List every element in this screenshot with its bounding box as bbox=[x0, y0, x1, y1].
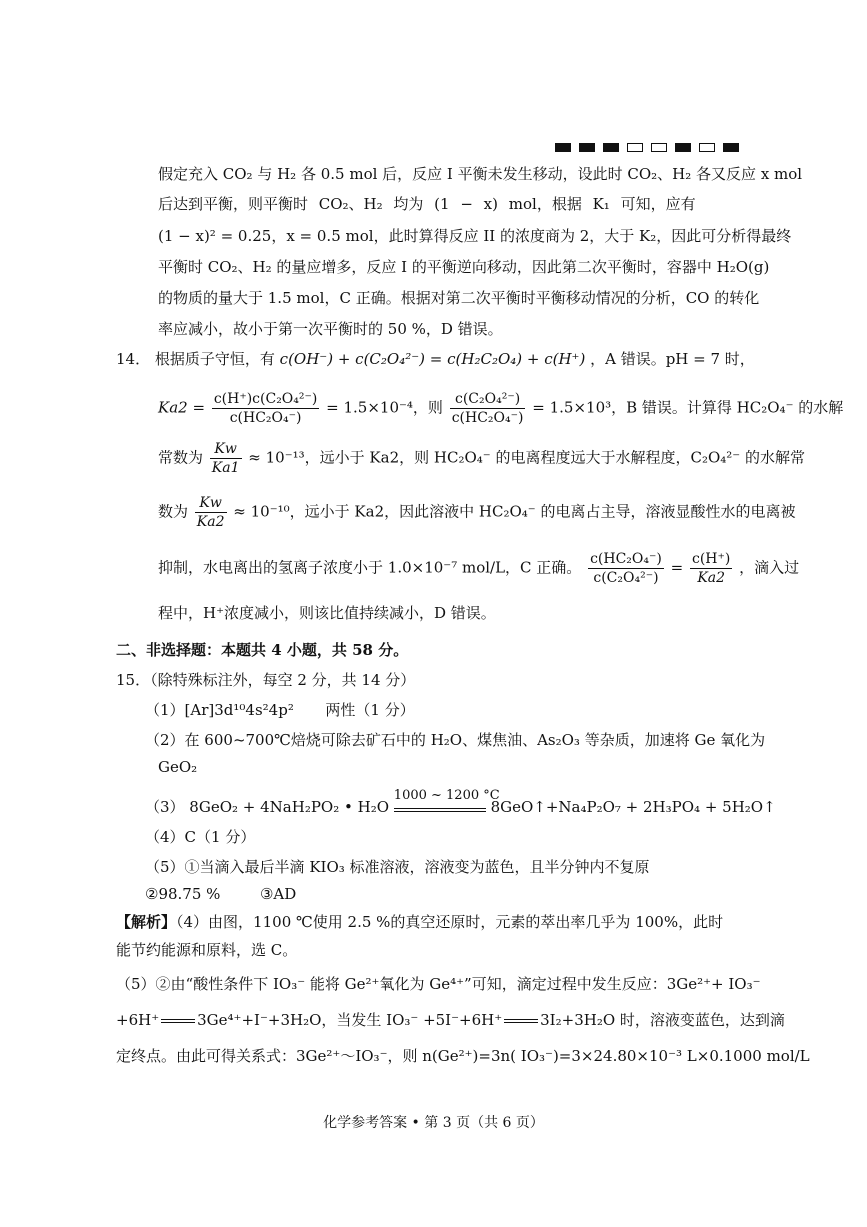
fraction bbox=[210, 440, 242, 477]
q14-text: ，滴入过 bbox=[739, 558, 800, 577]
header-mark bbox=[555, 143, 571, 152]
numerator: c(H⁺)c(C₂O₄²⁻) bbox=[213, 391, 318, 407]
q15-answer-4: （4）C（1 分） bbox=[145, 828, 256, 846]
reaction-condition-sign bbox=[393, 788, 500, 812]
header-mark bbox=[675, 143, 691, 152]
q15-answer-5b bbox=[145, 884, 296, 904]
section-heading: 二、非选择题：本题共 4 小题，共 58 分。 bbox=[116, 641, 409, 659]
numerator: c(C₂O₄²⁻) bbox=[450, 390, 526, 409]
q14-text: 常数为 bbox=[158, 448, 204, 467]
q15-heading: 15．（除特殊标注外，每空 2 分，共 14 分） bbox=[116, 671, 416, 689]
q13-line-1: 假定充入 CO₂ 与 H₂ 各 0.5 mol 后，反应 I 平衡未发生移动，设此时 CO₂、H₂ 各又反应 x mol bbox=[158, 165, 803, 183]
reaction-condition: 1000 ~ 1200 °C bbox=[393, 788, 500, 803]
header-mark bbox=[603, 143, 619, 152]
q15-answer-2-line-2: GeO₂ bbox=[158, 758, 198, 776]
q14-line-3 bbox=[158, 440, 805, 477]
q14-equation: c(OH⁻) + c(C₂O₄²⁻) = c(H₂C₂O₄) + c(H⁺) bbox=[279, 350, 586, 368]
answer-text: 两性（1 分） bbox=[325, 701, 415, 719]
denominator: Ka2 bbox=[196, 514, 225, 530]
answer-text: ②98.75 % bbox=[145, 885, 221, 903]
q13-line-3: (1 − x)² = 0.25，x = 0.5 mol，此时算得反应 II 的浓度商为 2，大于 K₂，因此可分析得最终 bbox=[158, 227, 792, 245]
q14-text: = 1.5×10⁻⁴，则 bbox=[326, 398, 443, 417]
header-mark bbox=[627, 143, 643, 152]
analysis-line-5: 定终点。由此可得关系式：3Ge²⁺～IO₃⁻，则 n(Ge²⁺)=3n( IO₃⁻)=3×24.80×10⁻³ L×0.1000 mol/L bbox=[116, 1047, 810, 1065]
header-marks bbox=[555, 143, 739, 152]
q15-answer-2-line-1: （2）在 600~700℃焙烧可除去矿石中的 H₂O、煤焦油、As₂O₃ 等杂质，加速将 Ge 氧化为 bbox=[145, 731, 766, 749]
q15-answer-3 bbox=[145, 788, 776, 817]
q14-line-5: 抑制，水电离出的氢离子浓度小于 1.0×10⁻⁷ mol/L，C 正确。 $\frac{\text{c(HC₂O₄⁻)}}{\text{c(C₂O₄²⁻)}}$ = $\frac{c(H^+)}{Ka2}$ ，滴入过 bbox=[158, 551, 800, 586]
analysis-text: +6H⁺ bbox=[116, 1011, 160, 1029]
header-mark bbox=[651, 143, 667, 152]
q13-line-4: 平衡时 CO₂、H₂ 的量应增多，反应 I 的平衡逆向移动，因此第二次平衡时，容器中 H₂O(g) bbox=[158, 258, 770, 276]
header-mark bbox=[579, 143, 595, 152]
fraction bbox=[588, 550, 664, 587]
q14-text: 抑制，水电离出的氢离子浓度小于 1.0×10⁻⁷ mol/L，C 正确。 bbox=[158, 558, 582, 577]
page-footer: 化学参考答案 • 第 3 页（共 6 页） bbox=[323, 1115, 544, 1131]
equation-left: （3） 8GeO₂ + 4NaH₂PO₂ • H₂O bbox=[145, 798, 390, 816]
q15-answer-5: （5）①当滴入最后半滴 KIO₃ 标准溶液，溶液变为蓝色，且半分钟内不复原 bbox=[145, 858, 650, 876]
q14-text: ≈ 10⁻¹⁰，远小于 Ka2，因此溶液中 HC₂O₄⁻ 的电离占主导，溶液显酸性水的电离被 bbox=[233, 502, 796, 521]
q13-line-2: 后达到平衡，则平衡时 CO₂、H₂ 均为 (1 − x) mol，根据 K₁ 可知，应有 bbox=[158, 195, 696, 213]
denominator: Ka2 bbox=[697, 570, 726, 586]
equation-right: 8GeO↑+Na₄P₂O₇ + 2H₃PO₄ + 5H₂O↑ bbox=[490, 798, 776, 816]
q14-line-1 bbox=[116, 349, 755, 369]
analysis-line-3: （5）②由“酸性条件下 IO₃⁻ 能将 Ge²⁺氧化为 Ge⁴⁺”可知，滴定过程中发生反应：3Ge²⁺+ IO₃⁻ bbox=[116, 975, 761, 993]
q14-text: ，A 错误。pH = 7 时， bbox=[590, 350, 755, 368]
numerator: c(HC₂O₄⁻) bbox=[590, 551, 662, 567]
q14-text: ≈ 10⁻¹³，远小于 Ka2，则 HC₂O₄⁻ 的电离程度远大于水解程度，C₂O₄²⁻ 的水解常 bbox=[248, 448, 805, 467]
q14-text: 数为 bbox=[158, 502, 189, 521]
q13-line-5: 的物质的量大于 1.5 mol，C 正确。根据对第二次平衡时平衡移动情况的分析，CO 的转化 bbox=[158, 289, 760, 307]
fraction bbox=[690, 550, 732, 587]
q15-answer-1 bbox=[145, 700, 415, 720]
q14-text: 根据质子守恒，有 bbox=[154, 350, 275, 368]
numerator: c(H⁺) bbox=[692, 551, 731, 567]
answer-text: ③AD bbox=[259, 885, 297, 903]
q14-text: = 1.5×10³，B 错误。计算得 HC₂O₄⁻ 的水解 bbox=[532, 398, 844, 417]
ka2-label: Ka2 = bbox=[158, 398, 206, 417]
header-mark bbox=[699, 143, 715, 152]
denominator: Ka1 bbox=[211, 460, 240, 476]
question-number: 14． bbox=[116, 350, 151, 368]
q13-line-6: 率应减小，故小于第一次平衡时的 50 %，D 错误。 bbox=[158, 320, 503, 338]
analysis-text: （4）由图，1100 ℃使用 2.5 %的真空还原时，元素的萃出率几乎为 100%，此时 bbox=[176, 913, 724, 931]
fraction bbox=[450, 390, 526, 427]
answer-text: （1）[Ar]3d¹⁰4s²4p² bbox=[145, 701, 294, 719]
denominator: c(C₂O₄²⁻) bbox=[593, 570, 659, 586]
denominator: c(HC₂O₄⁻) bbox=[451, 410, 524, 426]
q14-line-4 bbox=[158, 494, 795, 531]
fraction bbox=[212, 390, 320, 427]
numerator: Kw bbox=[195, 494, 227, 513]
analysis-text: 3I₂+3H₂O 时，溶液变蓝色，达到滴 bbox=[540, 1011, 785, 1029]
numerator: Kw bbox=[210, 440, 242, 459]
denominator: c(HC₂O₄⁻) bbox=[229, 410, 302, 426]
q14-line-2 bbox=[158, 390, 843, 427]
q14-line-6: 程中，H⁺浓度减小，则该比值持续减小，D 错误。 bbox=[158, 604, 496, 622]
analysis-line-1 bbox=[116, 912, 723, 932]
analysis-line-4 bbox=[116, 1010, 785, 1030]
fraction bbox=[195, 494, 227, 531]
analysis-text: 3Ge⁴⁺+I⁻+3H₂O，当发生 IO₃⁻ +5I⁻+6H⁺ bbox=[197, 1011, 503, 1029]
header-mark bbox=[723, 143, 739, 152]
analysis-label: 【解析】 bbox=[116, 913, 177, 931]
analysis-line-2: 能节约能源和原料，选 C。 bbox=[116, 941, 298, 959]
